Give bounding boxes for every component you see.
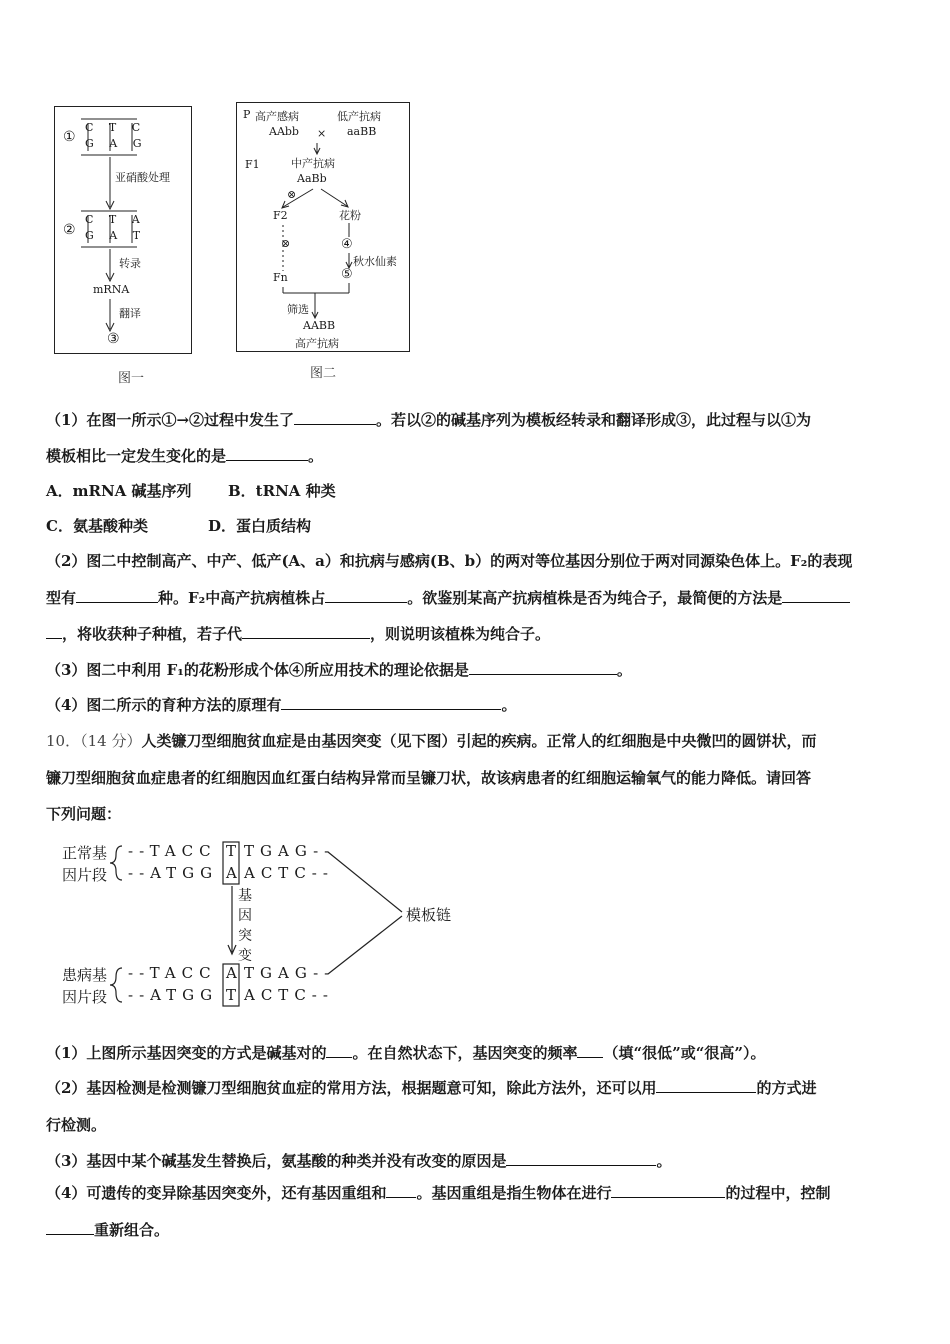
q10-part4-line1 [46,1183,830,1203]
q10-intro-c: 下列问题： [46,805,122,823]
q9-p1-c: 模板相比一定发生变化的是 [46,447,227,465]
normal-top-box: T [226,842,237,860]
fig1-arrow2-label: 转录 [119,257,141,270]
normal-bottom-right: ACTC-- [244,864,334,882]
figure-two [236,102,410,352]
disease-top-box: A [226,964,237,982]
disease-bottom-box: T [226,986,237,1004]
q9-p2-c: 种。F₂中高产抗病植株占 [158,589,326,607]
answer-blank[interactable] [46,624,62,639]
answer-blank[interactable] [386,1183,416,1198]
fig2-parent2-geno: aaBB [347,125,377,138]
answer-blank[interactable] [782,588,850,603]
answer-blank[interactable] [242,624,370,639]
fig2-parent1-geno: AAbb [269,125,299,138]
disease-bottom-right: ACTC-- [244,986,334,1004]
answer-blank[interactable] [506,1151,656,1166]
disease-bottom-left: --ATGG [128,986,219,1004]
fig2-f1-geno: AaBb [297,172,327,185]
q9-p2-f: ，则说明该植株为纯合子。 [370,625,551,643]
q9-p2-e: ，将收获种子种植，若子代 [62,625,243,643]
q10-intro-line2 [46,768,811,788]
q10-part4-line2 [46,1220,169,1240]
q9-p3-b: 。 [616,661,632,679]
q10-intro-b: 镰刀型细胞贫血症患者的红细胞因血红蛋白结构异常而呈镰刀状，故该病患者的红细胞运输氧气的能力降低。请回答 [46,769,812,787]
fig1-mrna: mRNA [93,283,130,296]
disease-top-right: TGAG-- [244,964,336,982]
q9-option-a[interactable]: A．mRNA 碱基序列 [46,482,192,500]
fig2-fn-label: Fn [273,271,288,284]
q9-p2-b: 型有 [46,589,77,607]
q9-part1-line1 [46,410,811,430]
fig1-seq1-top: C T C [85,121,147,134]
q10-p4-c: 的过程中，控制 [725,1184,831,1202]
q10-p4-b: 。基因重组是指生物体在进行 [416,1184,612,1202]
fig2-screen: 筛选 [287,303,309,316]
q10-p3-b: 。 [656,1152,672,1170]
fig1-label-1: ① [63,129,76,145]
normal-bottom-box: A [226,864,237,882]
q10-part2-line1 [46,1078,816,1098]
answer-blank[interactable] [469,660,617,675]
template-strand-label: 模板链 [406,906,452,924]
fig1-label-2: ② [63,222,76,238]
q10-p2-c: 行检测。 [46,1116,107,1134]
q10-p4-d: 重新组合。 [94,1221,170,1239]
normal-gene-label-2: 因片段 [62,866,108,884]
q9-part2-line3 [46,624,550,644]
q9-p2-a: （2）图二中控制高产、中产、低产(A、a）和抗病与感病(B、b）的两对等位基因分别位于两对同源染色体上。F₂的表现 [46,552,853,570]
figure-two-caption: 图二 [310,366,337,381]
mutation-label: 基因突变 [238,888,252,964]
fig2-p-label: P [243,108,251,121]
q9-part2-line1 [46,551,852,571]
fig2-f1-title: 中产抗病 [291,157,335,170]
disease-gene-label-1: 患病基 [62,966,108,984]
answer-blank[interactable] [226,446,308,461]
gene-mutation-figure [60,838,480,1010]
fig2-f1-label: F1 [245,158,260,171]
answer-blank[interactable] [46,1220,94,1235]
fig1-seq2-top: C T A [85,213,146,226]
fig2-pollen: 花粉 [339,209,361,222]
answer-blank[interactable] [656,1078,756,1093]
answer-blank[interactable] [76,588,158,603]
normal-top-left: --TACC [128,842,217,860]
q9-part2-line2 [46,588,850,608]
q10-intro-line3 [46,804,121,824]
q9-part1-line2 [46,446,323,466]
q10-intro-a: 人类镰刀型细胞贫血症是由基因突变（见下图）引起的疾病。正常人的红细胞是中央微凹的圆饼状，而 [141,732,817,750]
disease-top-left: --TACC [128,964,217,982]
gene-figure-lines [60,838,480,1010]
q10-p3-a: （3）基因中某个碱基发生替换后，氨基酸的种类并没有改变的原因是 [46,1152,507,1170]
q10-p1-b: 。在自然状态下，基因突变的频率 [352,1044,578,1062]
answer-blank[interactable] [325,588,407,603]
figure-one-caption: 图一 [118,371,145,386]
fig1-seq2-bottom: G A T [85,229,147,242]
q10-number: 10．（14 分） [46,732,142,750]
fig2-cross: × [317,127,327,140]
fig2-parent1-title: 高产感病 [255,110,299,123]
q10-p4-a: （4）可遗传的变异除基因突变外，还有基因重组和 [46,1184,387,1202]
fig1-arrow1-label: 亚硝酸处理 [115,171,170,184]
answer-blank[interactable] [294,410,376,425]
q9-p4-b: 。 [501,696,517,714]
fig2-parent2-title: 低产抗病 [337,110,381,123]
q9-option-b[interactable]: B．tRNA 种类 [228,482,336,500]
q9-p1-d: 。 [308,447,324,465]
fig2-self-symbol-1: ⊗ [287,188,297,201]
q9-p2-d: 。欲鉴别某高产抗病植株是否为纯合子，最简便的方法是 [407,589,783,607]
q9-p4-a: （4）图二所示的育种方法的原理有 [46,696,282,714]
fig2-result-geno: AABB [303,319,336,332]
answer-blank[interactable] [326,1043,352,1058]
fig1-lines [55,107,191,353]
q10-part3 [46,1151,671,1171]
fig1-arrow3-label: 翻译 [119,307,141,320]
fig2-lines [237,103,409,351]
fig2-self-symbol-2: ⊗ [281,237,291,250]
disease-gene-label-2: 因片段 [62,988,108,1006]
figure-one [54,106,192,354]
q10-p1-c: （填“很低”或“很高”）。 [603,1044,766,1062]
q9-part3 [46,660,632,680]
q9-part4 [46,695,516,715]
q9-option-d[interactable]: D．蛋白质结构 [208,517,312,535]
q9-option-c[interactable]: C．氨基酸种类 [46,517,148,535]
q9-p1-a: （1）在图一所示①→②过程中发生了 [46,411,295,429]
q10-intro-line1 [46,731,816,751]
normal-top-right: TGAG-- [244,842,336,860]
answer-blank[interactable] [577,1043,603,1058]
fig2-result-title: 高产抗病 [295,337,339,350]
q10-p2-b: 的方式进 [756,1079,817,1097]
normal-bottom-left: --ATGG [128,864,219,882]
q9-p1-b: 。若以②的碱基序列为模板经转录和翻译形成③，此过程与以①为 [376,411,812,429]
fig2-f2-label: F2 [273,209,288,222]
answer-blank[interactable] [611,1183,725,1198]
fig2-colchicine: 秋水仙素 [353,255,397,268]
q10-p2-a: （2）基因检测是检测镰刀型细胞贫血症的常用方法，根据题意可知，除此方法外，还可以用 [46,1079,657,1097]
q10-part1 [46,1043,765,1063]
fig1-label-3: ③ [107,331,120,347]
q9-options-row2 [46,516,312,536]
fig1-seq1-bottom: G A G [85,137,148,150]
fig2-step4: ④ [341,237,353,252]
q9-options-row1 [46,481,336,501]
normal-gene-label-1: 正常基 [62,844,108,862]
q10-p1-a: （1）上图所示基因突变的方式是碱基对的 [46,1044,327,1062]
q10-part2-line2 [46,1115,106,1135]
q9-p3-a: （3）图二中利用 F₁的花粉形成个体④所应用技术的理论依据是 [46,661,469,679]
fig2-step5: ⑤ [341,267,353,282]
answer-blank[interactable] [281,695,501,710]
